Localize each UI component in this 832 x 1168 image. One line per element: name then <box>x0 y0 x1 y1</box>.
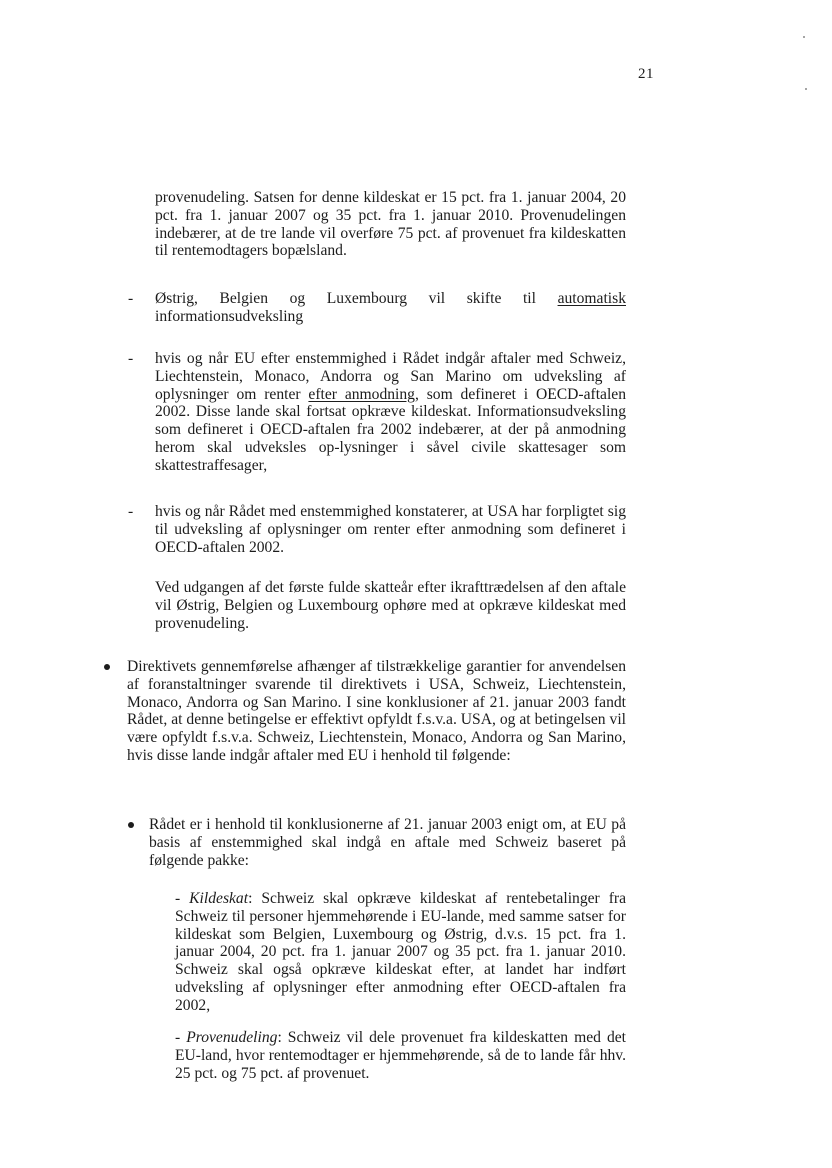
bullet-paragraph-council: Rådet er i henhold til konklusionerne af 21. januar 2003 enigt om, at EU på basis af enstemmighed skal indgå en aftale med Schweiz baseret på følgende pakke: <box>149 816 626 869</box>
paragraph-intro: provenudeling. Satsen for denne kildeskat er 15 pct. fra 1. januar 2004, 20 pct. fra 1. januar 2007 og 35 pct. fra 1. januar 2010. Provenudelingen indebærer, at de tre lande vil overføre 75 pct. af provenuet fra kildeskatten til rentemodtagers bopælsland. <box>155 189 626 260</box>
dash-item-efter-anmodning: hvis og når EU efter enstemmighed i Rådet indgår aftaler med Schweiz, Liechtenstein, Monaco, Andorra og San Marino om udveksling af oplysninger om renter efter anmodning, som defineret i OECD-aftalen 2002. Disse lande skal fortsat opkræve kildeskat. Informationsudveksling som defineret i OECD-aftalen fra 2002 indebærer, at der på anmodning herom skal udveksles op-lysninger i såvel civile skattesager som skattestraffesager, <box>155 350 627 474</box>
sub-item-provenudeling: - Provenudeling: Schweiz vil dele provenuet fra kildeskatten med det EU-land, hvor rentemodtager er hjemmehørende, så de to lande får hhv. 25 pct. og 75 pct. af provenuet. <box>175 1029 626 1082</box>
bullet-icon <box>128 822 134 828</box>
term-kildeskat: Kildeskat <box>189 890 249 907</box>
dash-item-usa: hvis og når Rådet med enstemmighed konstaterer, at USA har forpligtet sig til udveksling af oplysninger om renter efter anmodning som defineret i OECD-aftalen 2002. <box>155 503 626 556</box>
bullet-icon <box>104 664 110 670</box>
underlined-term: automatisk <box>557 290 626 307</box>
sub-item-kildeskat: - Kildeskat: Schweiz skal opkræve kildeskat af rentebetalinger fra Schweiz til personer hjemmehørende i EU-lande, med samme satser for kildeskat som Belgien, Luxembourg og Østrig, d.v.s. 15 pct. fra 1. januar 2004, 20 pct. fra 1. januar 2007 og 35 pct. fra 1. januar 2010. Schweiz skal også opkræve kildeskat efter, at landet har indført udveksling af oplysninger efter anmodning efter OECD-aftalen fra 2002, <box>175 890 626 1014</box>
underlined-term: efter anmodning <box>308 385 415 403</box>
scan-speck <box>803 36 805 38</box>
page-number: 21 <box>638 66 654 82</box>
scan-speck <box>805 88 807 90</box>
dash-marker: - <box>128 290 134 307</box>
bullet-paragraph-directive: Direktivets gennemførelse afhænger af tilstrækkelige garantier for anvendelsen af foranstaltninger svarende til direktivets i USA, Schweiz, Liechtenstein, Monaco, Andorra og San Marino. I sine konklusioner af 21. januar 2003 fandt Rådet, at denne betingelse er effektivt opfyldt f.s.v.a. USA, og at betingelsen vil være opfyldt f.s.v.a. Schweiz, Liechtenstein, Monaco, Andorra og San Marino, hvis disse lande indgår aftaler med EU i henhold til følgende: <box>127 658 626 764</box>
dash-marker: - <box>128 350 134 367</box>
paragraph-end-period: Ved udgangen af det første fulde skatteår efter ikrafttrædelsen af den aftale vil Østrig, Belgien og Luxembourg ophøre med at opkræve kildeskat med provenudeling. <box>155 579 626 632</box>
dash-marker: - <box>128 503 134 520</box>
dash-item-automatisk: Østrig, Belgien og Luxembourg vil skifte til automatisk informationsudveksling <box>155 290 626 325</box>
term-provenudeling: Provenudeling <box>186 1029 278 1046</box>
